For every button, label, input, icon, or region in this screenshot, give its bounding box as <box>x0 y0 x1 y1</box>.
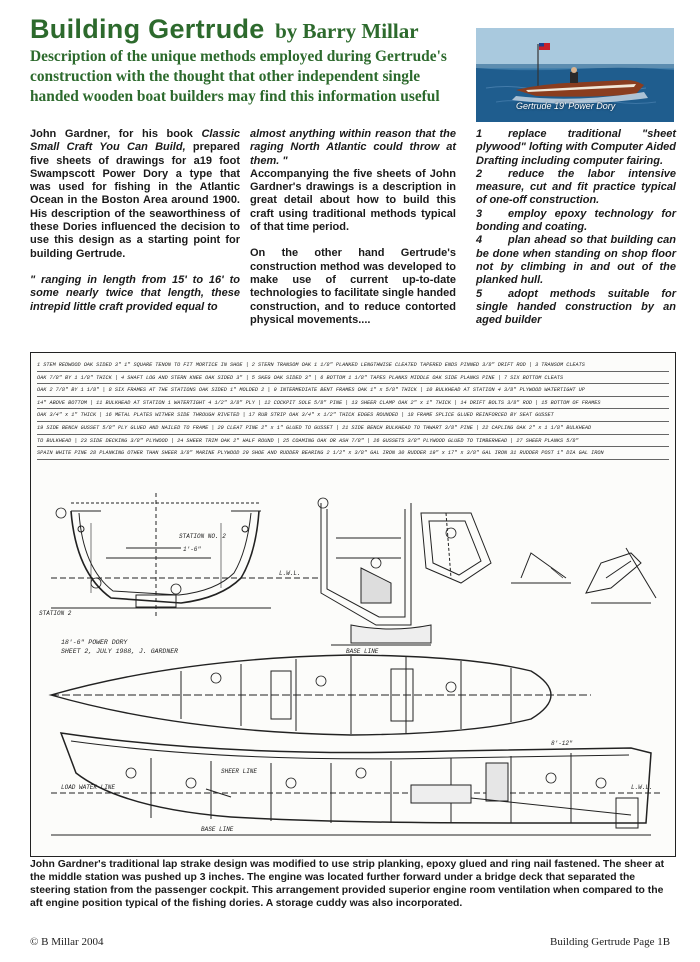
label-station-no: STATION NO. 2 <box>179 533 226 540</box>
label-station-dim: 1'-6" <box>183 546 202 553</box>
legend-row: OAK 3/4" x 1" THICK | 16 METAL PLATES WITHER SIDE THROUGH RIVETED | 17 RUB STRIP OAK 3/4" x 1/2" THICK EDGES ROUNDED | 18 FRAME SPLICE GLUED REINFORCED BY SEAT GUSSET <box>37 409 669 422</box>
list-item-text: plan ahead so that building can be done when standing on shop floor not by climbing in and out of the planked hull. <box>476 234 676 287</box>
label-base-line-profile: BASE LINE <box>201 826 234 833</box>
boat-photo <box>476 28 674 122</box>
title-main: Building Gertrude <box>30 14 265 44</box>
list-item-text: replace traditional "sheet plywood" lofting with Computer Aided Drafting including computer fairing. <box>476 128 676 167</box>
label-lwl: L.W.L. <box>279 570 301 577</box>
cross-section-drawing <box>51 493 321 618</box>
legend-row: 19 SIDE BENCH GUSSET 5/8" PLY GLUED AND NAILED TO FRAME | 20 CLEAT PINE 2" x 1" GLUED TO GUSSET | 21 SIDE BENCH BULKHEAD TO THWART 3/8" PINE | 22 CAPLING OAK 2" x 1 1/8" BULKHEAD <box>37 422 669 435</box>
transom-detail-drawing <box>421 513 491 583</box>
quote-start: " ranging in length from 15' to 16' to some nearly twice that length, these intrepid little craft provided equal to <box>30 273 240 313</box>
list-item-number: 4 <box>476 234 483 247</box>
legend-row: SPAIN WHITE PINE 28 PLANKING OTHER THAN SHEER 3/8" MARINE PLYWOOD 29 SHOE AND RUDDER BEARING 2 1/2" x 3/8" GAL IRON 30 RUDDER 19" x 17" x 3/8" GAL IRON 31 RUDDER POST 1" DIA GAL IRON <box>37 447 669 460</box>
label-load-water-line: LOAD WATER LINE <box>61 784 116 791</box>
column-1-para-1 <box>30 128 240 261</box>
label-lwl-right: L.W.L. <box>631 784 653 791</box>
label-base-line: BASE LINE <box>346 648 379 655</box>
subtitle: Description of the unique methods employed during Gertrude's construction with the thought that other independent single handed wooden boat builders may find this information useful <box>30 48 447 105</box>
list-item-number: 3 <box>476 207 483 220</box>
label-sheer-line: SHEER LINE <box>221 768 258 775</box>
para1-body: prepared five sheets of drawings for a19 foot Swampscott Power Dory a type that was used for fishing in the Atlantic Ocean in the Boston Area around 1900. His description of the seaworthiness of these Dories influenced the decision to use this design as a starting point for building Gertrude. <box>30 141 240 260</box>
sheet-label-title: 18'-6" POWER DORY <box>61 639 128 646</box>
photo-caption: Gertrude 19' Power Dory <box>516 101 616 111</box>
list-item-text: reduce the labor intensive measure, cut and fit practice typical of one-off construction. <box>476 167 676 207</box>
list-item-number: 2 <box>476 167 483 180</box>
legend-row: 1 STEM REDWOOD OAK SIDED 3" 1" SQUARE TENON TO FIT MORTICE IN SHOE | 2 STERN TRANSOM OAK 1 1/8" PLANKED LENGTHWISE CLEATED TAPERED ENDS PINNED 3/8" DRIFT ROD | 3 TRANSOM CLEATS <box>37 359 669 372</box>
book-title: Classic Small Craft You Can Build, <box>30 128 240 154</box>
list-item <box>476 234 676 287</box>
sheet-label <box>61 638 178 656</box>
label-dim-top: 8'-12" <box>551 740 573 747</box>
footer-page: Building Gertrude Page 1B <box>550 936 671 948</box>
legend-row: OAK 2 7/8" BY 1 1/8" | 8 SIX FRAMES AT THE STATIONS OAK SIDED 1" MOLDED 2 | 9 INTERMEDIATE BENT FRAMES OAK 1" x 5/8" THICK | 10 BULKHEAD AT STATION 4 3/8" PLYWOOD WATERTIGHT UP <box>37 384 669 397</box>
list-item-number: 1 <box>476 128 483 140</box>
list-item-text: adopt methods suitable for single handed construction by an aged builder <box>476 287 676 327</box>
drawing-caption: John Gardner's traditional lap strake design was modified to use strip planking, epoxy glued and ring nail fastened. The sheer at the middle station was pushed up 3 inches. The engine was located further forward under a bridge deck that separated the steering station from the passenger cockpit. This arrangement provided superior engine room ventilation when compared to the aft engine position typical of the fishing dories. A storage cuddy was also incorporated. <box>30 859 665 909</box>
page-title <box>30 14 460 48</box>
midship-detail-drawing <box>321 503 431 645</box>
title-byline: by Barry Millar <box>275 19 419 43</box>
legend-row: 14" ABOVE BOTTOM | 11 BULKHEAD AT STATION 1 WATERTIGHT 4 1/2" 3/8" PLY | 12 COCKPIT SOLE 5/8" PINE | 13 SHEER CLAMP OAK 2" x 1" THICK | 14 DRIFT BOLTS 3/8" ROD | 15 BOTTOM OF FRAMES <box>37 397 669 410</box>
boat-plans-svg <box>31 353 676 857</box>
list-item <box>476 208 676 235</box>
list-item-number: 5 <box>476 287 483 300</box>
column-2 <box>250 128 456 340</box>
profile-view-drawing <box>51 733 661 835</box>
technical-drawing <box>30 352 676 857</box>
legend-row: TO BULKHEAD | 23 SIDE DECKING 3/8" PLYWOOD | 24 SHEER TRIM OAK 2" HALF ROUND | 25 COAMING OAK OR ASH 7/8" | 26 GUSSETS 3/8" PLYWOOD GLUED TO TIMBERHEAD | 27 SHEER PLANKS 5/8" <box>37 435 669 448</box>
list-item <box>476 168 676 208</box>
sheet-label-subtitle: SHEET 2, JULY 1988, J. GARDNER <box>61 648 179 655</box>
footer-copyright: © B Millar 2004 <box>30 936 104 948</box>
list-item <box>476 288 676 328</box>
para1-intro: John Gardner, for his book <box>30 128 202 140</box>
column-2-para-3: On the other hand Gertrude's construction method was developed to make use of current up-to-date technologies to facilitate single handed construction, and to reduce contorted physical movements.... <box>250 247 456 326</box>
legend-row: OAK 7/8" BY 1 1/8" THICK | 4 SHAFT LOG AND STERN KNEE OAK SIDED 3" | 5 SKEG OAK SIDED 3" | 6 BOTTOM 1 1/8" TAPES PLANKS MIDDLE OAK SIDE PLANKS PINE | 7 SIX BOTTOM CLEATS <box>37 372 669 385</box>
list-item <box>476 128 676 168</box>
list-item-text: employ epoxy technology for bonding and coating. <box>476 207 676 234</box>
quote-end: almost anything within reason that the raging North Atlantic could throw at them. " <box>250 128 456 167</box>
frame-detail-drawing <box>511 548 656 603</box>
column-2-para-2: Accompanying the five sheets of John Gardner's drawings is a description in great detail about how to build this craft using traditional methods typical of that time period. <box>250 167 456 234</box>
label-station-2: STATION 2 <box>39 610 72 617</box>
plan-view-drawing <box>51 655 591 735</box>
column-3-list <box>476 128 676 327</box>
column-1 <box>30 128 240 327</box>
